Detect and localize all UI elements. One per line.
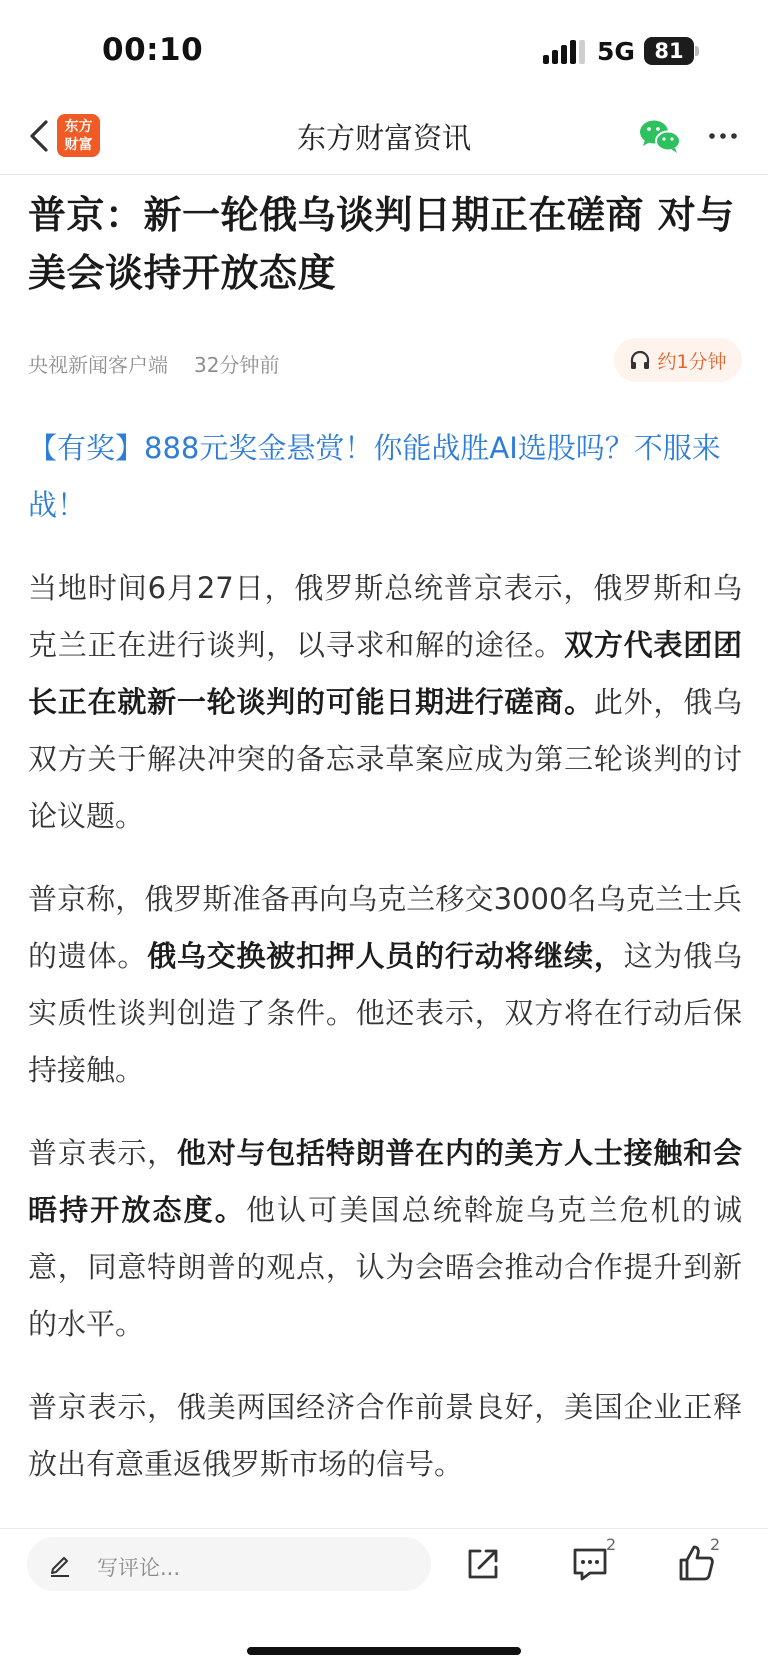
app-logo xyxy=(57,114,100,157)
paragraph-text: 当地时间6月27日，俄罗斯总统普京表示，俄罗斯和乌克兰正在进行谈判，以寻求和解的途径。 xyxy=(28,571,742,662)
article-time: 32分钟前 xyxy=(194,353,280,377)
article-title: 普京：新一轮俄乌谈判日期正在磋商 对与美会谈持开放态度 xyxy=(28,193,735,295)
wechat-share-button[interactable] xyxy=(638,118,682,154)
promo-link[interactable]: 【有奖】888元奖金悬赏！你能战胜AI选股吗？不服来战！ xyxy=(28,431,721,522)
article xyxy=(28,174,742,1493)
comment-placeholder: 写评论... xyxy=(97,1556,181,1580)
home-indicator xyxy=(247,1647,521,1655)
network-type: 5G xyxy=(597,37,635,66)
nav-bar xyxy=(0,100,768,175)
comment-count: 2 xyxy=(606,1535,617,1554)
pen-icon xyxy=(47,1551,73,1577)
chevron-left-icon xyxy=(20,114,60,158)
comment-bubble-icon xyxy=(570,1545,610,1583)
article-source: 央视新闻客户端 xyxy=(28,353,168,377)
paragraph-text: 此外，俄乌双方关于解决冲突的备忘录草案应成为第三轮谈判的讨论议题。 xyxy=(28,685,742,833)
back-button[interactable] xyxy=(20,114,60,158)
paragraph-text: 这为俄乌实质性谈判创造了条件。他还表示，双方将在行动后保持接触。 xyxy=(28,939,742,1087)
logo-text-top: 东方 xyxy=(64,118,93,135)
status-bar xyxy=(0,0,768,100)
more-dots-icon xyxy=(704,118,742,154)
battery-level: 81 xyxy=(654,39,684,63)
battery-icon xyxy=(644,37,700,65)
page-title: 东方财富资讯 xyxy=(296,121,471,155)
listen-duration: 约1分钟 xyxy=(657,350,727,373)
article-paragraph-1 xyxy=(28,560,742,845)
comment-input[interactable] xyxy=(27,1537,431,1591)
article-paragraph-2 xyxy=(28,871,742,1099)
article-paragraph-3 xyxy=(28,1125,742,1353)
paragraph-text: 普京称，俄罗斯准备再向乌克兰移交3000名乌克兰士兵的遗体。 xyxy=(28,882,742,973)
bottom-action-bar xyxy=(0,1528,768,1666)
signal-icon xyxy=(543,40,585,64)
comments-button[interactable] xyxy=(570,1545,610,1583)
wechat-icon xyxy=(638,118,682,154)
paragraph-bold-text: 俄乌交换被扣押人员的行动将继续， xyxy=(147,939,624,973)
headphones-icon xyxy=(629,349,651,371)
more-button[interactable] xyxy=(704,118,742,154)
paragraph-bold-text: 双方代表团团长正在就新一轮谈判的可能日期进行磋商。 xyxy=(28,628,742,719)
logo-text-bottom: 财富 xyxy=(64,136,93,153)
status-time: 00:10 xyxy=(102,32,204,68)
paragraph-text: 普京表示， xyxy=(28,1136,177,1170)
paragraph-bold-text: 他对与包括特朗普在内的美方人士接触和会晤持开放态度。 xyxy=(28,1136,742,1227)
listen-button[interactable] xyxy=(614,338,742,382)
share-button[interactable] xyxy=(464,1545,502,1583)
article-paragraph-4: 普京表示，俄美两国经济合作前景良好，美国企业正释放出有意重返俄罗斯市场的信号。 xyxy=(28,1390,742,1481)
like-count: 2 xyxy=(710,1535,721,1554)
paragraph-text: 他认可美国总统斡旋乌克兰危机的诚意，同意特朗普的观点，认为会晤会推动合作提升到新的水平。 xyxy=(28,1193,742,1341)
article-meta xyxy=(28,338,742,384)
share-icon xyxy=(464,1545,502,1583)
